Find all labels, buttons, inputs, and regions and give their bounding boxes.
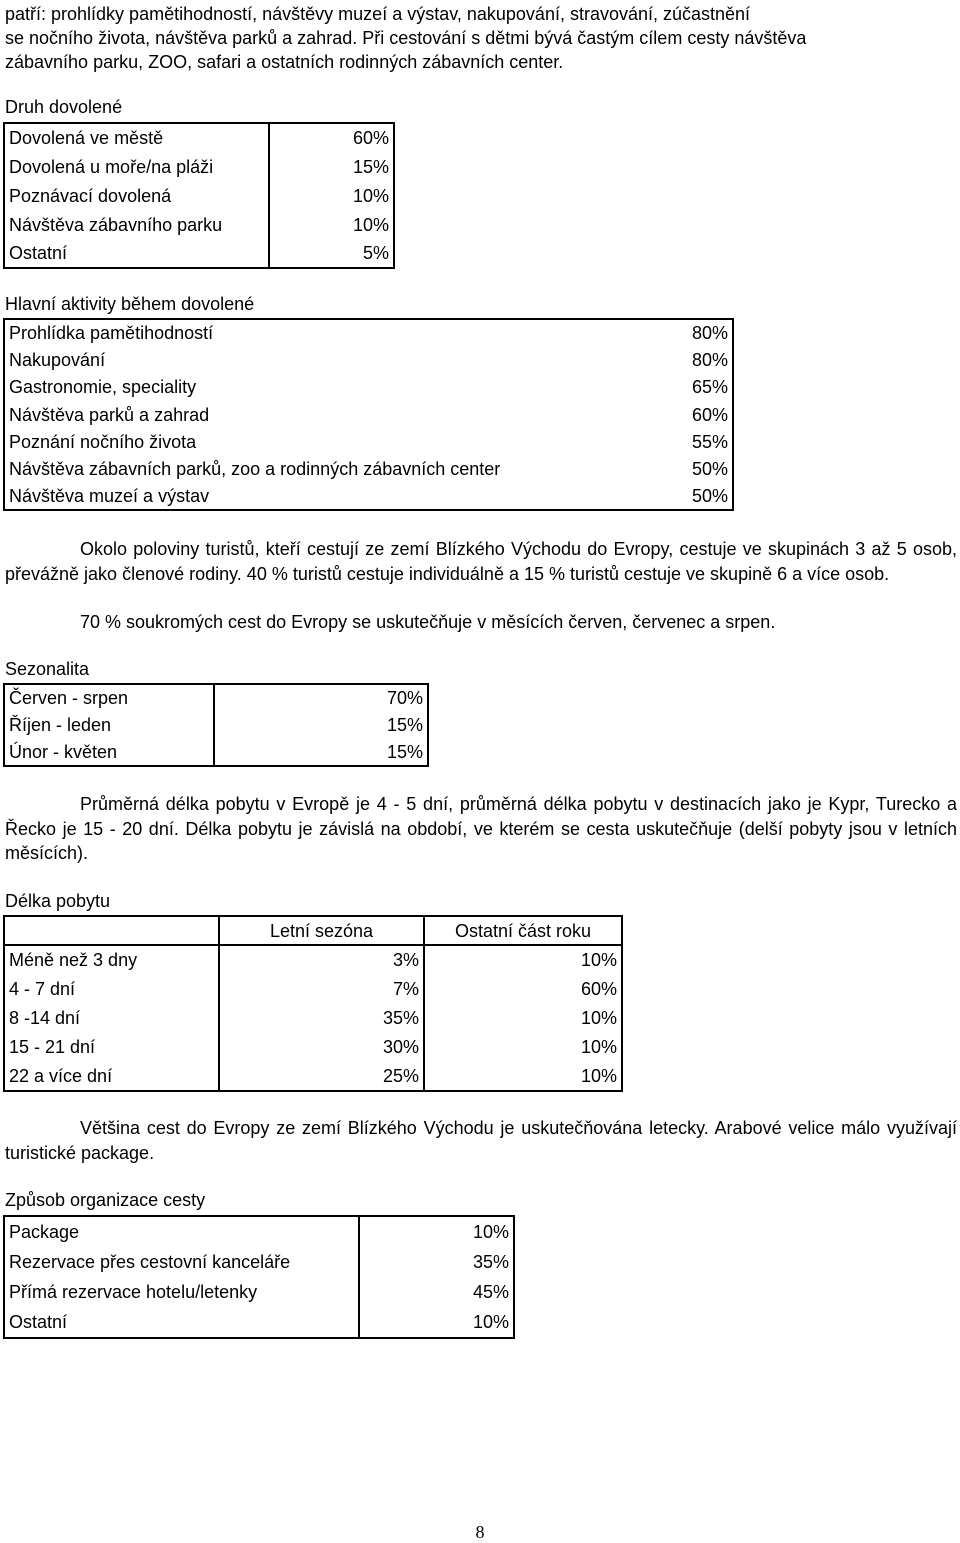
row-label: 22 a více dní [4,1062,219,1091]
paragraph-groups-text: Okolo poloviny turistů, kteří cestují ze zemí Blízkého Východu do Evropy, cestuje ve skupinách 3 až 5 osob, převážně jako členové rodiny. 40 % turistů cestuje individuálně a 15 % turistů cestuje ve skupině 6 a více osob. [5,539,957,584]
sezonalita-title: Sezonalita [5,659,90,679]
row-label: Rezervace přes cestovní kanceláře [4,1246,359,1276]
paragraph-stay-length-text: Průměrná délka pobytu v Evropě je 4 - 5 dní, průměrná délka pobytu v destinacích jako je Kypr, Turecko a Řecko je 15 - 20 dní. Délka pobytu je závislá na období, ve kterém se cesta uskutečňuje (delší pobyty jsou v letních měsících). [5,794,957,863]
row-value-summer: 7% [219,974,424,1003]
row-value: 10% [352,214,389,235]
row-label: Ostatní [4,1307,359,1337]
table-row [4,1062,622,1091]
row-value: 80% [691,323,728,344]
table-row [4,239,394,268]
row-value: 45% [472,1281,509,1302]
row-label: Prohlídka pamětihodností [9,323,214,344]
paragraph-season-text: 70 % soukromých cest do Evropy se uskutečňuje v měsících červen, červenec a srpen. [80,612,776,632]
row-label: 4 - 7 dní [4,974,219,1003]
table-row [4,1307,514,1337]
table-header-row [4,916,622,945]
aktivity-title: Hlavní aktivity během dovolené [5,294,255,314]
intro-line-3: zábavního parku, ZOO, safari a ostatních rodinných zábavních center. [5,52,564,72]
header-empty [4,916,219,945]
row-label: Říjen - leden [4,711,214,738]
row-label: 15 - 21 dní [4,1033,219,1062]
row-label: Návštěva parků a zahrad [9,404,210,425]
intro-line-2: se nočního života, návštěva parků a zahrad. Při cestování s dětmi bývá častým cílem cesty návštěva [5,28,807,48]
row-label: Gastronomie, speciality [9,377,197,398]
table-row [4,945,622,974]
table-row [4,739,428,766]
row-label: Ostatní [4,239,269,268]
row-value-other: 10% [580,1065,617,1086]
row-value-summer: 25% [219,1062,424,1091]
row-value: 15% [386,741,423,762]
row-label: Dovolená u moře/na pláži [4,152,269,181]
table-row [4,1246,514,1276]
table-row [4,346,733,373]
paragraph-groups [5,537,957,586]
aktivity-table [3,318,734,511]
paragraph-travel-mode-text: Většina cest do Evropy ze zemí Blízkého Východu je uskutečňována letecky. Arabové velice málo využívají turistické package. [5,1118,957,1163]
row-label: Poznávací dovolená [4,181,269,210]
row-value: 60% [691,404,728,425]
row-label: Přímá rezervace hotelu/letenky [4,1277,359,1307]
druh-dovolene-title: Druh dovolené [5,97,123,117]
row-value: 70% [386,688,423,709]
page-number: 8 [475,1522,485,1542]
row-value-other: 10% [580,1007,617,1028]
row-value: 50% [691,459,728,480]
sezonalita-table [3,683,429,767]
table-row [4,1277,514,1307]
row-value: 50% [691,485,728,506]
row-value: 15% [352,156,389,177]
row-value: 80% [691,349,728,370]
row-value: 55% [691,431,728,452]
row-value: 35% [472,1251,509,1272]
table-row [4,1216,514,1246]
table-row [4,483,733,510]
row-value-other: 10% [580,950,617,971]
table-row [4,974,622,1003]
row-label: Nakupování [9,349,106,370]
row-label: Poznání nočního života [9,431,197,452]
table-row [4,711,428,738]
druh-dovolene-table [3,122,395,269]
paragraph-stay-length [5,792,957,866]
row-label: Návštěva zábavního parku [4,210,269,239]
row-value: 65% [691,377,728,398]
row-label: Únor - květen [4,739,214,766]
row-value: 10% [352,185,389,206]
table-row [4,319,733,346]
row-label: Dovolená ve městě [4,123,269,152]
row-value: 60% [352,128,389,148]
table-row [4,152,394,181]
row-value: 15% [386,714,423,735]
table-row [4,210,394,239]
row-value-summer: 35% [219,1003,424,1032]
table-row [4,428,733,455]
table-row [4,374,733,401]
paragraph-season [5,610,957,635]
row-label: Červen - srpen [4,684,214,711]
row-label: Package [4,1216,359,1246]
delka-title: Délka pobytu [5,891,111,911]
table-row [4,1033,622,1062]
table-row [4,684,428,711]
row-label: Návštěva muzeí a výstav [9,485,210,506]
table-row [4,401,733,428]
row-value-summer: 3% [219,945,424,974]
row-value-summer: 30% [219,1033,424,1062]
row-value: 5% [362,243,389,263]
intro-line-1: patří: prohlídky pamětihodností, návštěvy muzeí a výstav, nakupování, stravování, zúčastnění [5,4,751,24]
column-header-summer: Letní sezóna [219,916,424,945]
row-label: Návštěva zábavních parků, zoo a rodinných zábavních center [9,459,501,480]
row-value-other: 10% [580,1037,617,1058]
row-label: Méně než 3 dny [4,945,219,974]
row-value-other: 60% [580,978,617,999]
delka-table [3,915,623,1092]
table-row [4,455,733,482]
zpusob-title: Způsob organizace cesty [5,1190,206,1210]
row-value: 10% [472,1221,509,1242]
paragraph-travel-mode [5,1116,957,1165]
row-value: 10% [472,1311,509,1332]
column-header-other: Ostatní část roku [424,916,622,945]
row-label: 8 -14 dní [4,1003,219,1032]
table-row [4,181,394,210]
table-row [4,123,394,152]
table-row [4,1003,622,1032]
zpusob-table [3,1215,515,1339]
